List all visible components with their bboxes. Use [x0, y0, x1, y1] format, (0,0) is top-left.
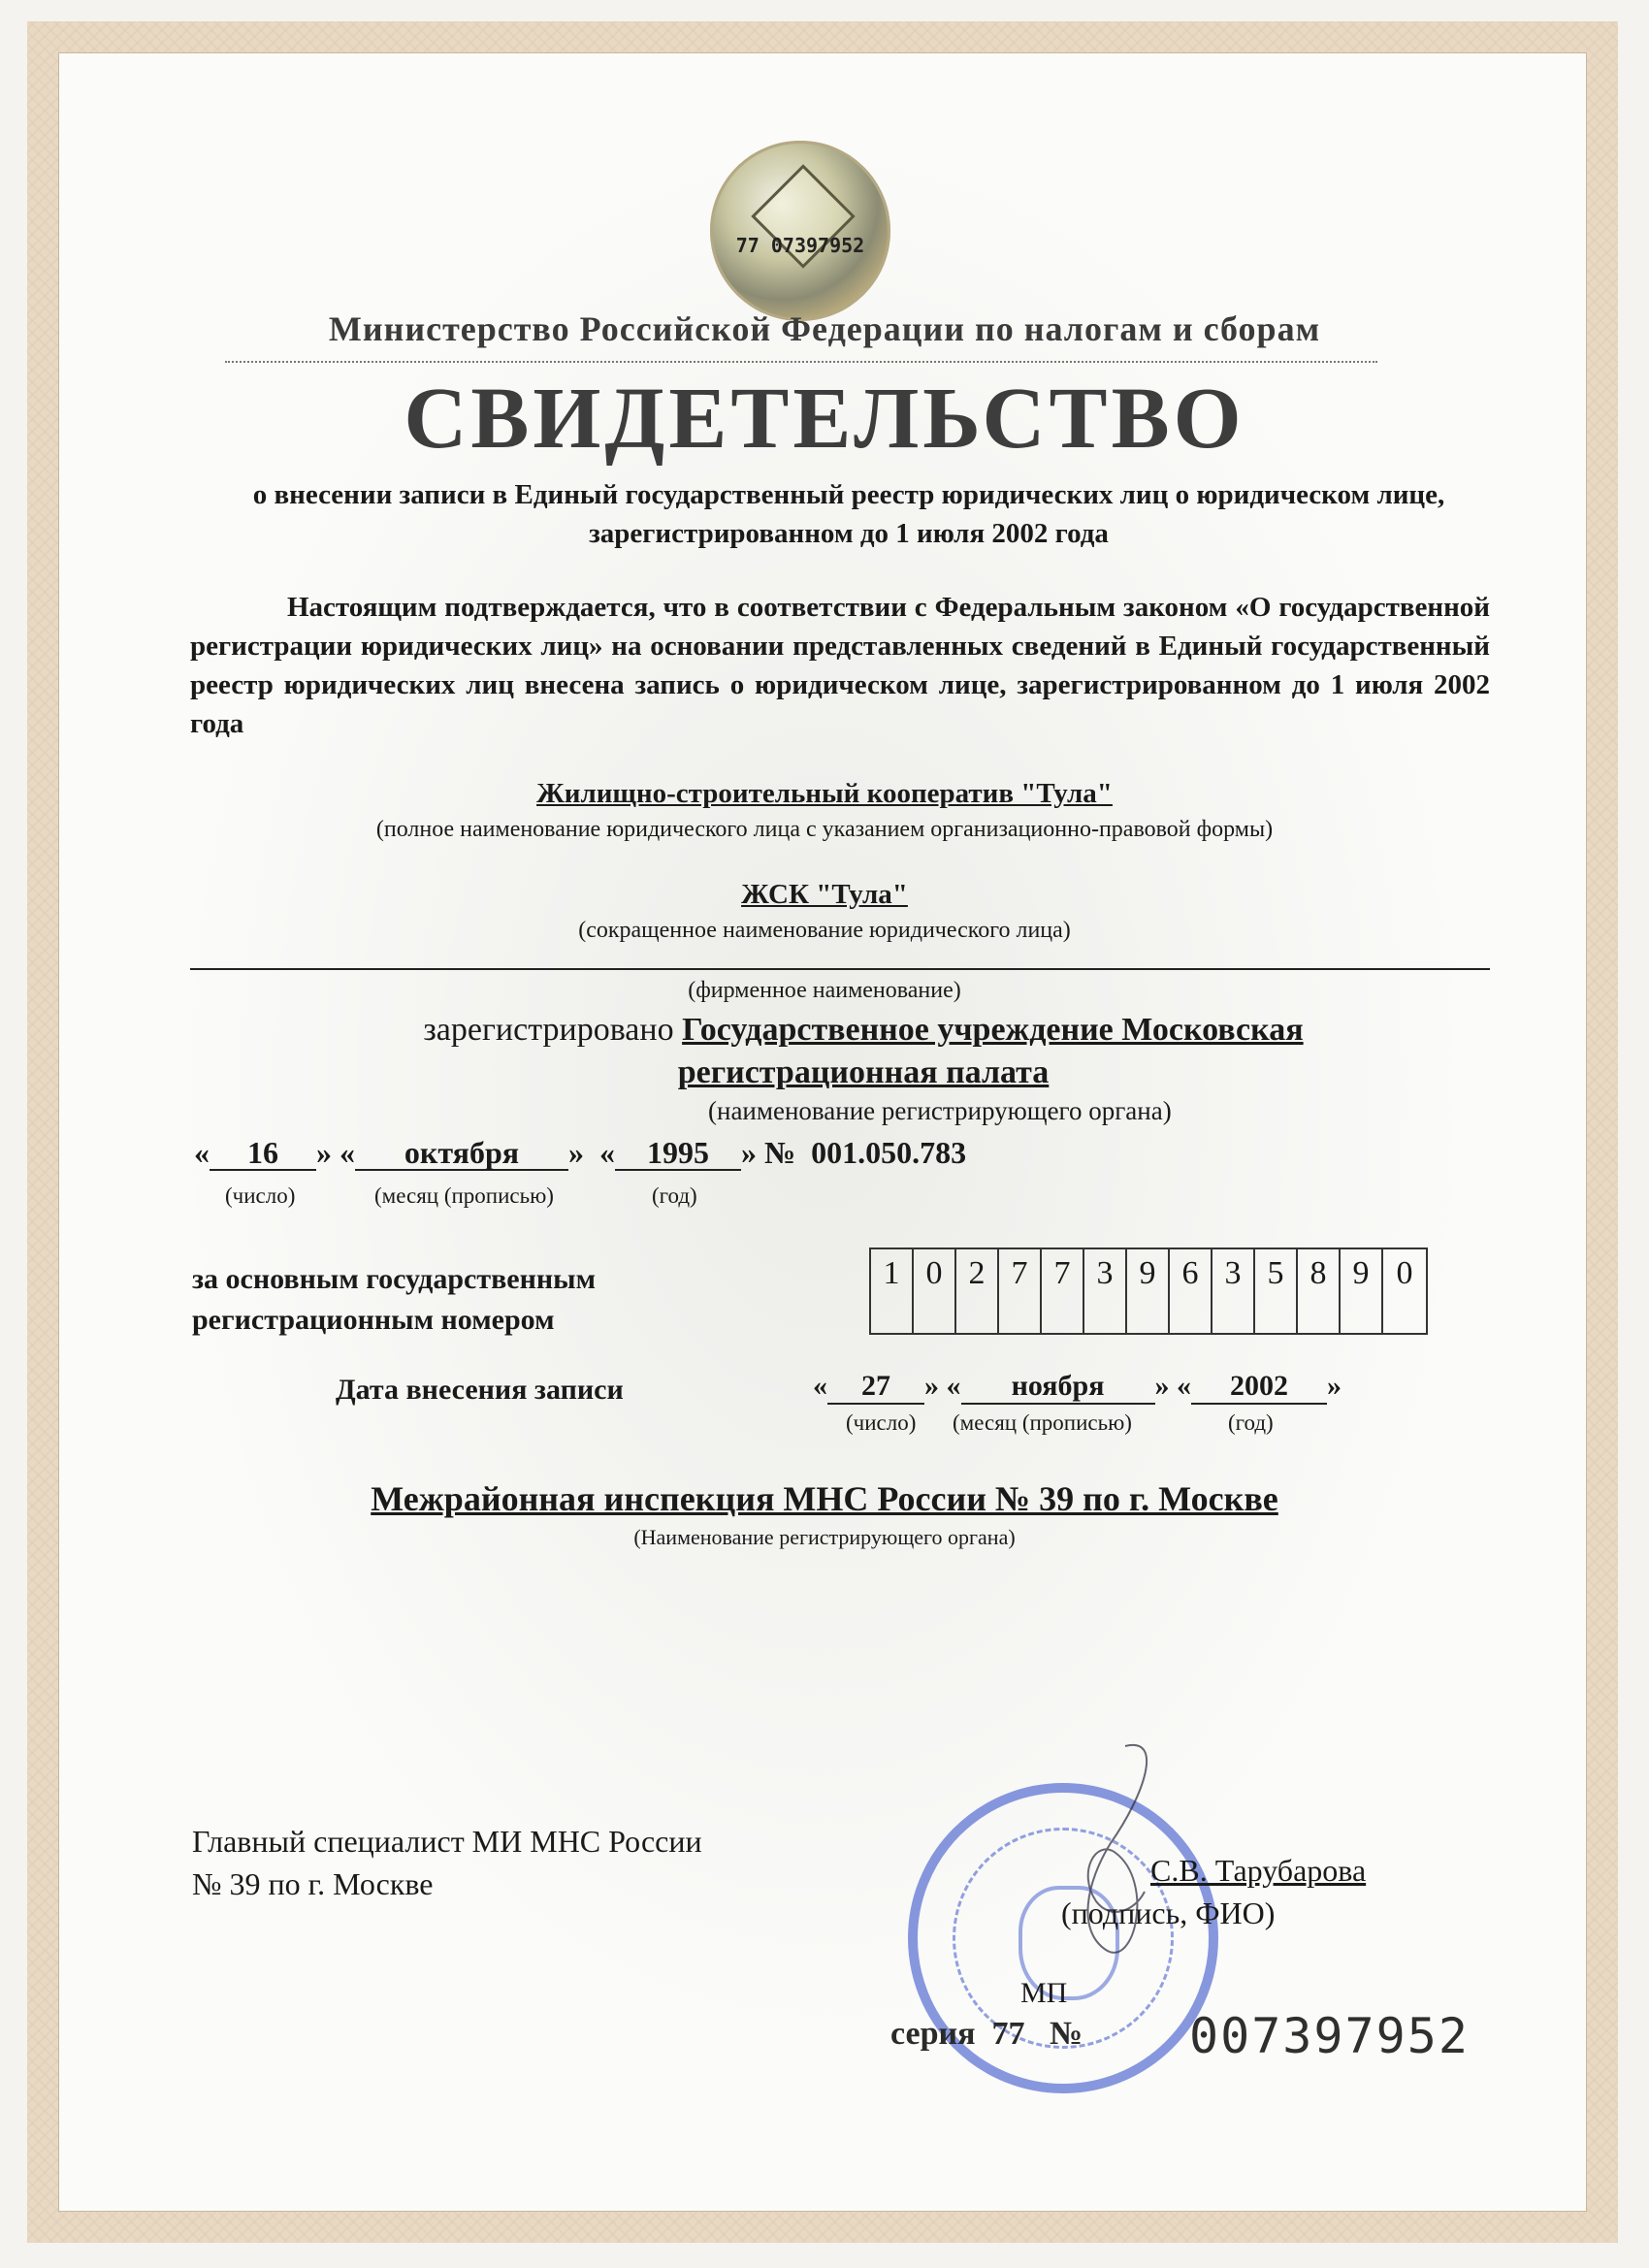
- ogrn-digit: 8: [1298, 1249, 1341, 1333]
- registration-prefix: зарегистрировано: [423, 1012, 674, 1048]
- full-name-value: Жилищно-строительный кооператив "Тула": [536, 778, 1113, 809]
- document-subtitle: о внесении записи в Единый государственный реестр юридических лиц о юридическом лице, зарегистрированном до 1 июля 2002 года: [252, 479, 1445, 549]
- ogrn-digit: 2: [956, 1249, 999, 1333]
- short-name-value: ЖСК "Тула": [741, 879, 908, 910]
- entry-month-caption: (месяц (прописью): [953, 1410, 1132, 1435]
- registration-date: « 16 » « октября » « 1995 » № 001.050.783: [194, 1135, 967, 1170]
- stamp-place-label: МП: [1020, 1977, 1068, 2009]
- series-label: серия: [890, 2016, 976, 2052]
- registration-block: [330, 1009, 1397, 1094]
- header-divider: [225, 361, 1377, 363]
- ogrn-digit: 6: [1170, 1249, 1212, 1333]
- ogrn-digit: 5: [1255, 1249, 1298, 1333]
- reg-day-caption: (число): [225, 1183, 296, 1208]
- entry-year-caption: (год): [1228, 1410, 1274, 1435]
- entry-date-label: Дата внесения записи: [336, 1374, 624, 1406]
- entry-day-caption: (число): [846, 1410, 917, 1435]
- ogrn-label: [192, 1259, 596, 1341]
- ogrn-label-line1: за основным государственным: [192, 1263, 597, 1295]
- document-title: СВИДЕТЕЛЬСТВО: [404, 371, 1245, 467]
- ogrn-digit: 0: [914, 1249, 956, 1333]
- serial-number: 007397952: [1189, 2008, 1470, 2064]
- ogrn-digit: 1: [871, 1249, 914, 1333]
- signer-name: С.В. Тарубарова: [1150, 1853, 1367, 1888]
- registration-org: Государственное учреждение Московская регистрационная палата: [677, 1012, 1304, 1090]
- inspection-caption: (Наименование регистрирующего органа): [633, 1525, 1016, 1549]
- inspection-name: Межрайонная инспекция МНС России № 39 по г. Москве: [371, 1479, 1278, 1518]
- reg-day: 16: [210, 1136, 316, 1171]
- registration-org-caption: (наименование регистрирующего органа): [708, 1096, 1172, 1125]
- ogrn-digit: 0: [1396, 1255, 1413, 1291]
- ogrn-digit: 9: [1341, 1249, 1383, 1333]
- entry-day: 27: [827, 1370, 924, 1405]
- reg-month: октября: [355, 1136, 568, 1171]
- entry-month: ноября: [961, 1370, 1155, 1405]
- series-line: [890, 2016, 1083, 2053]
- firm-name-caption: (фирменное наименование): [688, 978, 961, 1003]
- signer-position-line1: Главный специалист МИ МНС России: [192, 1824, 702, 1859]
- entry-year: 2002: [1191, 1370, 1327, 1405]
- reg-year: 1995: [615, 1136, 741, 1171]
- certification-text: Настоящим подтверждается, что в соответствии с Федеральным законом «О государственной регистрации юридических лиц» на основании представленных сведений в Единый государственный реестр юридических лиц внесена запись о юридическом лице, зарегистрированном до 1 июля 2002 года: [190, 592, 1490, 739]
- reg-month-caption: (месяц (прописью): [374, 1183, 554, 1208]
- hologram-number: 77 07397952: [735, 234, 865, 257]
- ogrn-digit: 7: [999, 1249, 1042, 1333]
- certificate-border: [27, 21, 1618, 2243]
- series-number-sign: №: [1050, 2016, 1083, 2052]
- series-value: 77: [991, 2016, 1025, 2052]
- ogrn-digit: 9: [1127, 1249, 1170, 1333]
- ogrn-digit: 3: [1212, 1249, 1255, 1333]
- full-name-caption: (полное наименование юридического лица с указанием организационно-правовой формы): [375, 817, 1274, 842]
- ogrn-digit: 3: [1084, 1249, 1127, 1333]
- signature-caption: (подпись, ФИО): [1061, 1895, 1276, 1930]
- signer-position: [192, 1820, 702, 1905]
- reg-number: 001.050.783: [811, 1135, 967, 1170]
- entry-date: « 27 » « ноября » « 2002 »: [813, 1370, 1342, 1405]
- hologram-seal: [710, 141, 890, 321]
- reg-year-caption: (год): [652, 1183, 697, 1208]
- ogrn-digit: 7: [1042, 1249, 1084, 1333]
- signer-position-line2: № 39 по г. Москве: [192, 1866, 434, 1901]
- firm-name-line: [190, 968, 1490, 970]
- ministry-header: Министерство Российской Федерации по налогам и сборам: [328, 309, 1321, 348]
- ogrn-label-line2: регистрационным номером: [192, 1304, 555, 1336]
- ogrn-number-grid: [869, 1247, 1428, 1335]
- short-name-caption: (сокращенное наименование юридического лица): [578, 918, 1071, 943]
- reg-number-sign: №: [764, 1135, 796, 1170]
